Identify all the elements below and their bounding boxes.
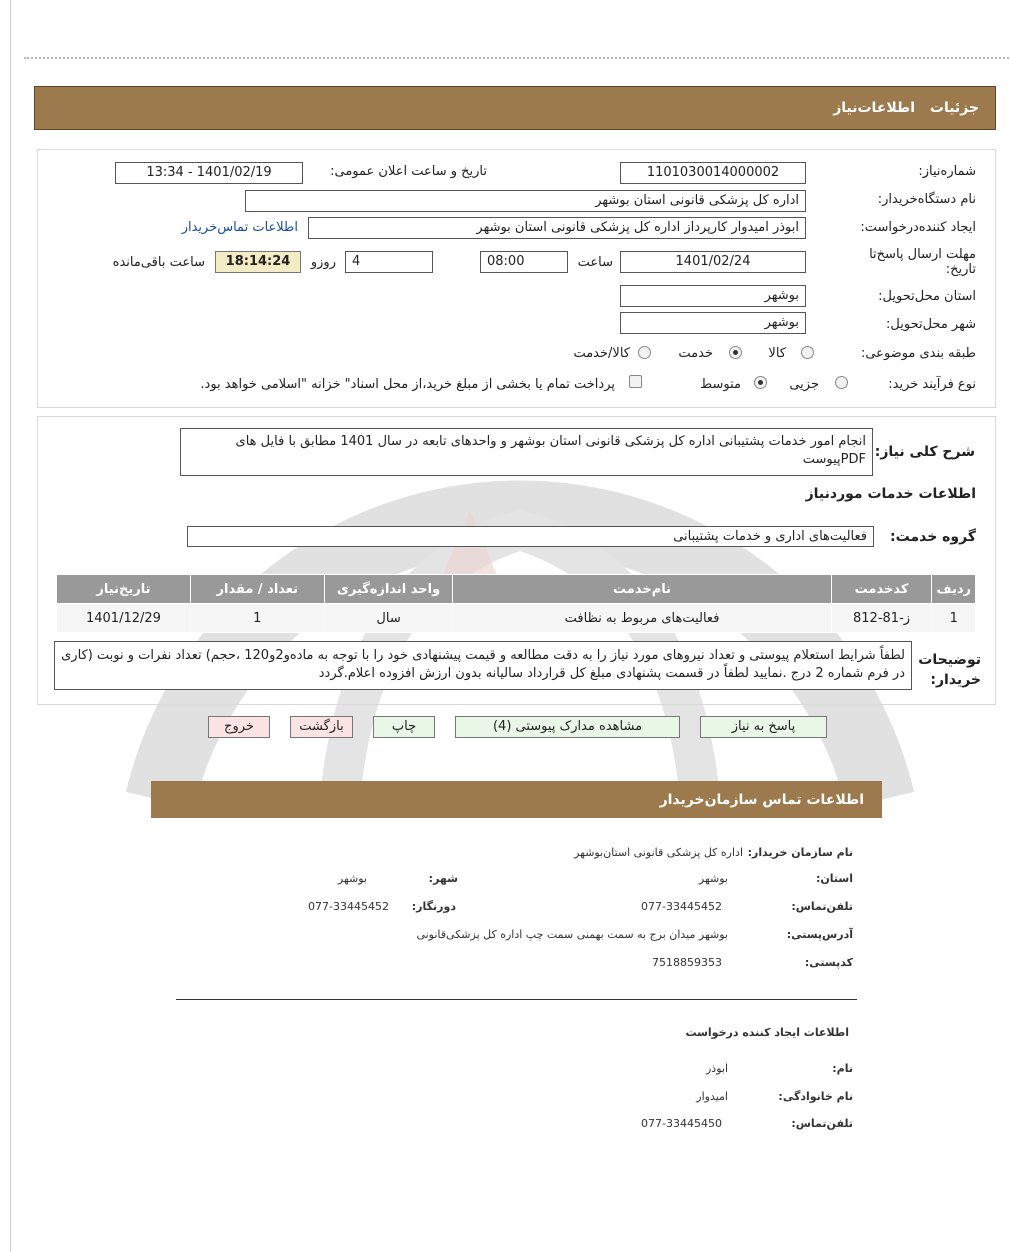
col-need-date: تاریخ‌نیاز (57, 575, 191, 604)
buyer-contact-header (151, 781, 882, 818)
contact-province-value: بوشهر (698, 872, 728, 885)
col-service-name: نام‌خدمت (453, 575, 831, 604)
contact-province-label: استان: (816, 872, 853, 885)
service-group-field: فعالیت‌های اداری و خدمات پشتیبانی (187, 526, 874, 547)
need-info-panel (37, 149, 996, 408)
contact-postal-label: کدپستی: (804, 956, 853, 969)
category-radio-goods-service[interactable] (638, 346, 651, 359)
col-unit: واحد اندازه‌گیری (324, 575, 453, 604)
service-group-label: گروه خدمت: (890, 529, 976, 545)
process-option-medium: متوسط (700, 377, 741, 392)
buyer-contact-link[interactable]: اطلاعات تماس‌خریدار (181, 220, 298, 235)
page-left-rule (10, 0, 11, 1252)
contact-org-label: نام سازمان خریدار: (747, 846, 853, 859)
creator-phone-value: 077-33445450 (641, 1117, 722, 1130)
creator-info-title: اطلاعات ایجاد کننده درخواست (685, 1026, 849, 1039)
table-row (57, 604, 976, 633)
creator-label: ایجاد کننده‌درخواست: (860, 220, 976, 235)
creator-family-label: نام خانوادگی: (778, 1090, 853, 1103)
cell-service-name: فعالیت‌های مربوط به نظافت (453, 604, 831, 633)
contact-phone-label: تلفن‌تماس: (791, 900, 853, 913)
top-dotted-divider (24, 57, 1009, 59)
exit-button[interactable]: خروج (208, 716, 270, 738)
city-label: شهر محل‌تحویل: (886, 317, 976, 332)
announce-datetime-field: 1401/02/19 - 13:34 (115, 162, 303, 184)
contact-address-value: بوشهر میدان برج به سمت بهمنی سمت چپ اداره کل پزشکی‌قانونی (416, 928, 728, 941)
deadline-time-label: ساعت (577, 255, 613, 270)
creator-family-value: امیدوار (696, 1090, 728, 1103)
breadcrumb-details[interactable]: جزئيات (929, 100, 979, 116)
col-row: ردیف (932, 575, 976, 604)
contact-city-value: بوشهر (337, 872, 367, 885)
creator-name-value: ابوذر (705, 1062, 728, 1075)
process-option-minor: جزیی (789, 377, 819, 392)
view-attachments-button[interactable]: مشاهده مدارک پیوستی (4) (455, 716, 680, 738)
treasury-payment-note: پرداخت تمام یا بخشی از مبلغ خرید،از محل اسناد" خزانه "اسلامی خواهد بود. (200, 377, 615, 392)
buyer-notes-label: توضیحات خریدار: (918, 652, 981, 688)
creator-name-label: نام: (832, 1062, 853, 1075)
province-field: بوشهر (620, 285, 806, 307)
contact-address-label: آدرس‌پستی: (786, 928, 853, 941)
category-radio-service[interactable] (729, 346, 742, 359)
contact-fax-label: دورنگار: (411, 900, 456, 913)
services-table (56, 574, 976, 633)
cell-row: 1 (932, 604, 976, 633)
contact-city-label: شهر: (428, 872, 458, 885)
category-option-service: خدمت (678, 346, 713, 361)
col-quantity: تعداد / مقدار (190, 575, 324, 604)
contact-phone-value: 077-33445452 (641, 900, 722, 913)
remaining-time-field: 18:14:24 (215, 251, 301, 273)
contact-divider (176, 999, 857, 1000)
back-button[interactable]: بازگشت (290, 716, 353, 738)
cell-unit: سال (324, 604, 453, 633)
province-label: استان محل‌تحویل: (878, 289, 976, 304)
category-option-goods-service: کالا/خدمت (573, 346, 630, 361)
contact-postal-value: 7518859353 (652, 956, 722, 969)
announce-label: تاریخ و ساعت اعلان عمومی: (330, 164, 487, 179)
details-header-bar (34, 86, 996, 130)
breadcrumb-need-info[interactable]: اطلاعات‌نیاز (833, 100, 915, 116)
cell-quantity: 1 (190, 604, 324, 633)
category-label: طبقه بندی موضوعی: (860, 346, 976, 361)
cell-need-date: 1401/12/29 (57, 604, 191, 633)
days-label: روزو (310, 255, 336, 270)
need-number-field: 1101030014000002 (620, 162, 806, 184)
deadline-label: مهلت ارسال پاسخ‌تا تاریخ: (869, 247, 976, 277)
process-label: نوع فرآیند خرید: (888, 377, 976, 392)
buyer-org-field: اداره کل پزشکی قانونی استان بوشهر (245, 190, 806, 212)
general-description-field: انجام امور خدمات پشتیبانی اداره کل پزشکی قانونی استان بوشهر و واحدهای تابعه در سال 1401 مطابق با فایل های PDFپیوست (180, 428, 873, 476)
contact-org-value: اداره کل پزشکی قانونی استان‌بوشهر (574, 846, 743, 859)
general-description-label: شرح کلی نیاز: (874, 444, 975, 460)
buyer-notes-field: لطفاً شرایط استعلام پیوستی و تعداد نیروهای مورد نیاز را به دقت مطالعه و قیمت پیشنهادی خود را با توجه به ماده‌و2و120 ،حجم) تعداد نفرات و نوبت (کاری در فرم شماره 2 درج .نمایید لطفاً در قسمت پشنهادی مبلغ کل قرارداد سالیانه بدون ارزش افزوده اعلام.گردد (54, 641, 912, 690)
process-radio-medium[interactable] (754, 376, 767, 389)
category-radio-goods[interactable] (801, 346, 814, 359)
deadline-time-field: 08:00 (480, 251, 568, 273)
services-table-header (57, 575, 976, 604)
col-service-code: کدخدمت (831, 575, 932, 604)
contact-fax-value: 077-33445452 (308, 900, 389, 913)
category-option-goods: کالا (768, 346, 786, 361)
buyer-contact-title: اطلاعات تماس سازمان‌خریدار (659, 791, 864, 808)
treasury-payment-checkbox[interactable] (629, 375, 642, 388)
process-radio-minor[interactable] (835, 376, 848, 389)
reply-button[interactable]: پاسخ به نیاز (700, 716, 827, 738)
buyer-org-label: نام دستگاه‌خریدار: (877, 192, 976, 207)
services-heading: اطلاعات خدمات موردنیاز (805, 486, 976, 502)
print-button[interactable]: چاپ (373, 716, 435, 738)
creator-phone-label: تلفن‌تماس: (791, 1117, 853, 1130)
need-number-label: شماره‌نیاز: (918, 164, 976, 179)
deadline-date-field: 1401/02/24 (620, 251, 806, 273)
remaining-time-label: ساعت باقی‌مانده (112, 255, 205, 270)
days-field: 4 (345, 251, 433, 273)
city-field: بوشهر (620, 312, 806, 334)
cell-service-code: ز-81-812 (831, 604, 932, 633)
creator-field: ابوذر امیدوار کارپرداز اداره کل پزشکی قانونی استان بوشهر (308, 217, 806, 239)
